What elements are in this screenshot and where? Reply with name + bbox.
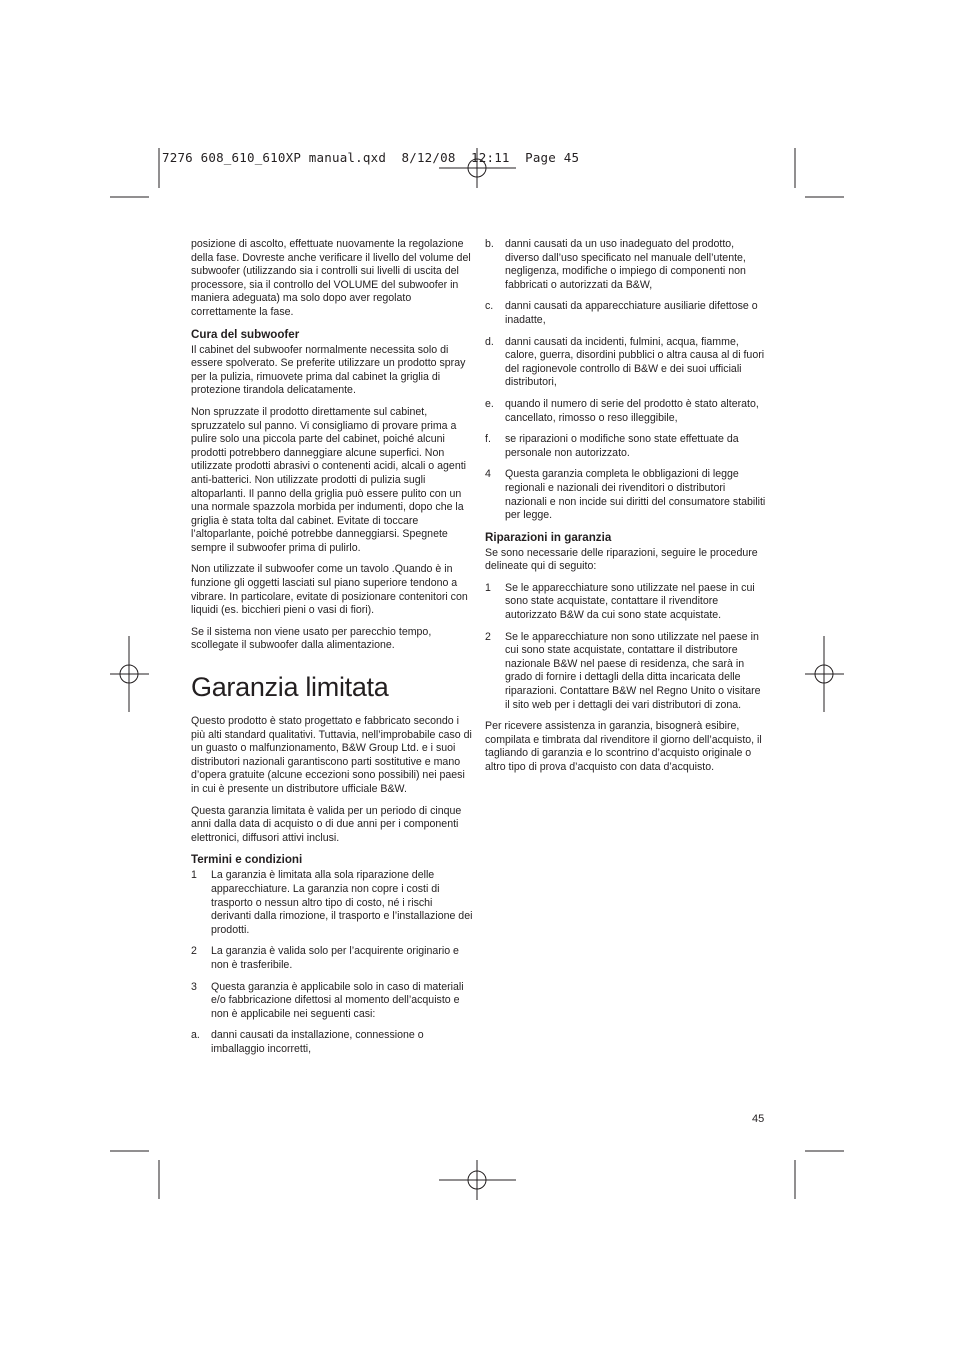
list-marker: a.: [191, 1029, 200, 1042]
list-text: danni causati da un uso inadeguato del prodotto, diverso dall’uso specificato nel manuale dell’utente, negligenza, modifiche o impiego di componenti non fabbricati o autorizzati da B&W,: [505, 238, 746, 291]
list-marker: 1: [485, 581, 491, 594]
list-item: [191, 981, 474, 1022]
warranty-paragraph: Questo prodotto è stato progettato e fabbricato secondo i più alti standard qualitativi. Tuttavia, nell’improbabile caso di un guasto o malfunzionamento, B&W Group Ltd. e i suoi distributori nazionali garantiscono parti sostitutive e mano d’opera gratuite (alcune eccezioni sono possibili) nei paesi in cui è presente un distributore ufficiale B&W.: [191, 715, 472, 795]
left-column: [191, 238, 474, 1065]
page-number: 45: [752, 1113, 765, 1125]
list-item: [485, 238, 768, 292]
list-text: se riparazioni o modifiche sono state effettuate da personale non autorizzato.: [505, 433, 739, 459]
list-text: danni causati da apparecchiature ausiliarie difettose o inadatte,: [505, 300, 758, 326]
list-marker: 3: [191, 980, 197, 993]
list-text: Questa garanzia è applicabile solo in caso di materiali e/o fabbricazione difettosi al momento dell’acquisto e non è applicabile nei seguenti casi:: [211, 980, 464, 1020]
repairs-heading: Riparazioni in garanzia: [485, 530, 612, 544]
terms-list: [191, 869, 474, 1056]
crop-mark-bottom-right: [795, 1151, 844, 1199]
list-item: [485, 336, 768, 390]
intro-paragraph: posizione di ascolto, effettuate nuovamente la regolazione della fase. Dovreste anche verificare il livello del volume del subwoofer (utilizzando sia i controlli sui livelli di uscita del processore, sia il controllo del VOLUME del subwoofer in maniera adeguata) ma solo dopo aver regolato correttamente la fase.: [191, 238, 471, 318]
list-marker: e.: [485, 397, 494, 410]
list-text: Se le apparecchiature non sono utilizzate nel paese in cui sono state acquistate, contattare il distributore nazionale B&W nel paese di residenza, che sarà in grado di fornire i dettagli della ditta incaricata delle riparazioni. Contattare B&W nel Regno Unito o visitare il sito web per i dettagli dei vari distributori di zona.: [505, 630, 761, 711]
list-text: danni causati da installazione, connessione o imballaggio incorretti,: [211, 1029, 424, 1055]
registration-mark-bottom: [439, 1160, 516, 1200]
list-marker: f.: [485, 433, 491, 446]
crop-mark-top-right: [795, 148, 844, 197]
repairs-list: [485, 582, 768, 712]
closing-paragraph: Per ricevere assistenza in garanzia, bisognerà esibire, compilata e timbrata dal rivenditore il giorno dell’acquisto, il tagliando di garanzia e lo scontrino d’acquisto originale o altro tipo di prova d’acquisto con data d’acquisto.: [485, 720, 762, 773]
warranty-title: Garanzia limitata: [191, 672, 389, 703]
print-slug: 7276 608_610_610XP manual.qxd 8/12/08 12:11 Page 45: [162, 150, 580, 165]
registration-mark-right: [805, 636, 844, 712]
list-item: [485, 300, 768, 327]
list-item: [191, 945, 474, 972]
right-column: [485, 238, 768, 783]
list-marker: 4: [485, 468, 491, 481]
list-item: [485, 631, 768, 713]
crop-mark-bottom-left: [110, 1151, 159, 1199]
list-item: [485, 398, 768, 425]
care-paragraph: Il cabinet del subwoofer normalmente necessita solo di essere spolverato. Se preferite utilizzare un prodotto spray per la pulizia, rimuovete prima dal cabinet la griglia di protezione tirandola delicatamente.: [191, 343, 466, 397]
care-heading: Cura del subwoofer: [191, 327, 300, 341]
list-marker: 1: [191, 869, 197, 882]
list-marker: 2: [191, 945, 197, 958]
list-item: [485, 468, 768, 522]
registration-mark-left: [110, 636, 149, 712]
list-text: danni causati da incidenti, fulmini, acqua, fiamme, calore, guerra, disordini pubblici o altra causa al di fuori del ragionevole controllo di B&W e dei suoi ufficiali distributori,: [505, 335, 765, 389]
terms-heading: Termini e condizioni: [191, 853, 303, 867]
list-item: [485, 433, 768, 460]
crop-mark-top-left: [110, 148, 159, 197]
list-text: quando il numero di serie del prodotto è stato alterato, cancellato, rimosso o reso illeggibile,: [505, 397, 759, 424]
list-marker: d.: [485, 335, 494, 348]
warranty-paragraph: Questa garanzia limitata è valida per un periodo di cinque anni dalla data di acquisto o di due anni per i componenti elettronici, diffusori attivi inclusi.: [191, 804, 462, 844]
care-paragraph: Non spruzzate il prodotto direttamente sul cabinet, spruzzatelo sul panno. Vi consigliamo di provare prima a pulire solo una piccola parte del cabinet, poiché alcuni prodotti potrebbero danneggiare alcune superfici. Non utilizzate prodotti abrasivi o contenenti acidi, alcali o agenti anti-batterici. Non utilizzate prodotti di pulizia sugli altoparlanti. Il panno della griglia può essere pulito con un una normale spazzola morbida per indumenti, dopo che la griglia è stata tolta dal cabinet. Evitate di toccare l’altoparlante, poiché potrebbe danneggiarsi. Spegnete sempre il subwoofer prima di pulirlo.: [191, 405, 467, 554]
list-marker: b.: [485, 238, 494, 250]
list-marker: c.: [485, 300, 494, 313]
list-text: Se le apparecchiature sono utilizzate nel paese in cui sono state acquistate, contattare il rivenditore autorizzato B&W da cui sono state acquistate.: [505, 581, 755, 622]
list-text: Questa garanzia completa le obbligazioni di legge regionali e nazionali dei rivenditori o distributori nazionali e non incide sui diritti del consumatore stabiliti per legge.: [505, 468, 766, 522]
list-item: [191, 1029, 474, 1056]
repairs-intro: Se sono necessarie delle riparazioni, seguire le procedure delineate qui di seguito:: [485, 546, 758, 573]
care-paragraph: Non utilizzate il subwoofer come un tavolo .Quando è in funzione gli oggetti lasciati sul piano superiore tendono a vibrare. In particolare, evitate di posizionare contenitori con liquidi (es. bicchieri pieni o vasi di fiori).: [191, 563, 468, 617]
list-text: La garanzia è valida solo per l’acquirente originario e non è trasferibile.: [211, 945, 459, 971]
list-item: [191, 869, 474, 937]
terms-list-continued: [485, 238, 768, 523]
list-text: La garanzia è limitata alla sola riparazione delle apparecchiature. La garanzia non copre i costi di trasporto o nessun altro tipo di costo, né i rischi derivanti dalla rimozione, il trasporto e l’installazione dei prodotti.: [211, 869, 473, 936]
care-paragraph: Se il sistema non viene usato per parecchio tempo, scollegate il subwoofer dalla alimentazione.: [191, 625, 432, 652]
list-marker: 2: [485, 630, 491, 643]
list-item: [485, 582, 768, 623]
